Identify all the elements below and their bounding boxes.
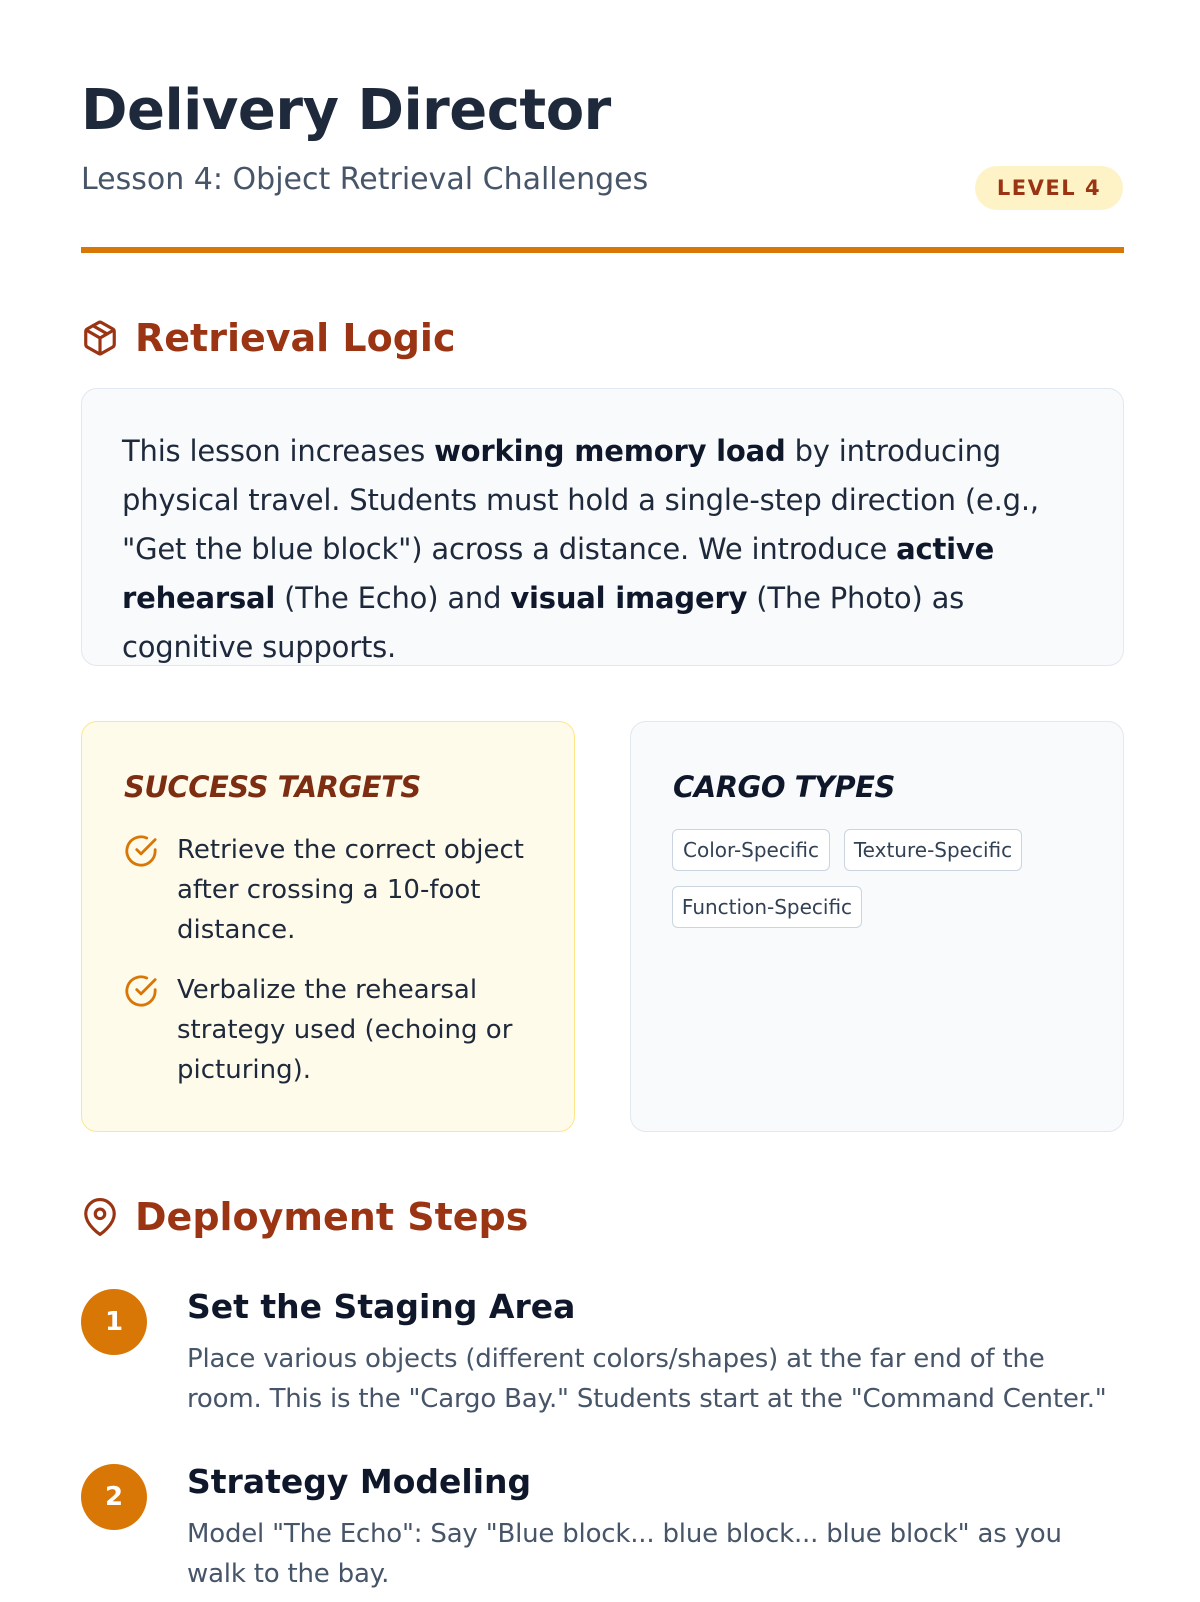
header-divider xyxy=(81,247,1124,253)
step-description: Place various objects (different colors/shapes) at the far end of the room. This is the "Cargo Bay." Students start at the "Command Center." xyxy=(187,1344,1107,1414)
retrieval-logic-box xyxy=(81,388,1124,666)
cargo-types-card xyxy=(630,721,1124,1132)
step-number-badge: 1 xyxy=(81,1289,147,1355)
cargo-tag-function: Function-Specific xyxy=(672,886,862,928)
cube-icon xyxy=(81,319,119,357)
cargo-tag-texture: Texture-Specific xyxy=(844,829,1022,871)
step-title: Strategy Modeling xyxy=(187,1462,532,1501)
page-title: Delivery Director xyxy=(81,78,611,143)
check-circle-icon xyxy=(124,974,158,1008)
success-target-item xyxy=(124,830,534,950)
deployment-step xyxy=(81,1462,1124,1602)
check-circle-icon xyxy=(124,834,158,868)
success-target-text: Verbalize the rehearsal strategy used (echoing or picturing). xyxy=(177,975,513,1085)
deployment-step xyxy=(81,1287,1124,1427)
cargo-types-heading: CARGO TYPES xyxy=(673,770,895,804)
step-number-badge: 2 xyxy=(81,1464,147,1530)
deployment-steps-heading xyxy=(81,1191,528,1243)
map-pin-icon xyxy=(81,1198,119,1236)
cargo-tag-color: Color-Specific xyxy=(672,829,830,871)
section-title: Retrieval Logic xyxy=(135,316,456,360)
retrieval-logic-text: This lesson increases working memory load by introducing physical travel. Students must hold a single-step direction (e.g., "Get the blue block") across a distance. We introduce active rehearsal (The Echo) and visual imagery (The Photo) as cognitive supports. xyxy=(122,434,1039,664)
step-description: Model "The Echo": Say "Blue block... blue block... blue block" as you walk to the bay. xyxy=(187,1519,1062,1589)
level-badge: LEVEL 4 xyxy=(975,166,1123,210)
emphasis-visual-imagery: visual imagery xyxy=(510,581,748,615)
success-target-text: Retrieve the correct object after crossing a 10-foot distance. xyxy=(177,835,525,945)
section-title: Deployment Steps xyxy=(135,1195,529,1239)
emphasis-working-memory: working memory load xyxy=(434,434,786,468)
emphasis-active-rehearsal: active rehearsal xyxy=(122,532,995,615)
step-title: Set the Staging Area xyxy=(187,1287,576,1326)
success-target-item xyxy=(124,970,534,1090)
lesson-subtitle: Lesson 4: Object Retrieval Challenges xyxy=(81,162,649,197)
retrieval-logic-heading xyxy=(81,312,455,364)
success-targets-heading: SUCCESS TARGETS xyxy=(124,770,421,804)
success-targets-card xyxy=(81,721,575,1132)
